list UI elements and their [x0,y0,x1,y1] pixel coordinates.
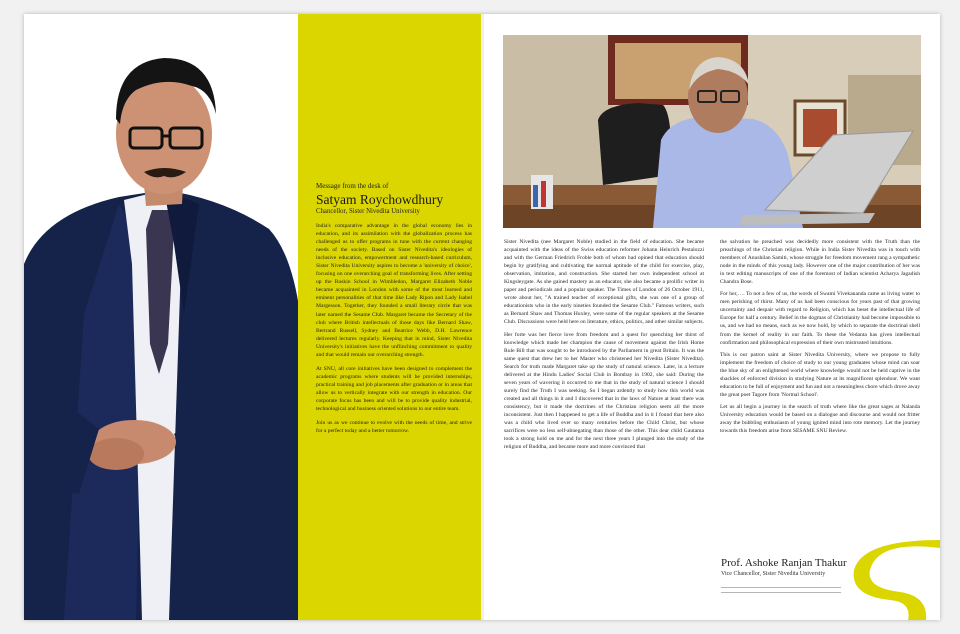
article-paragraph: Sister Nivedita (nee Margaret Noble) studied in the field of education. She became acquainted with the ideas of the Swiss education reformer Johann Heinrich Pestalozzi and with the German Friedrich Froble both of whom had opined that education should begin by gratifying and cultivating the normal aptitude of the child for exercise, play, observation, imitation, and construction. She started her own independent school at Kingsleygate. As she gained mastery as an educator, she also became a prolific writer in paper and periodicals and a popular speaker. The Times of London of 26 October 1911, wrote about her, "A trained teacher of exceptional gifts, she was one of a group of educationists who in the early nineties founded the Sesame Club." Famous writers, such as Bernard Shaw and Thomas Huxley, were some of the regular speakers at the Sesame Club. Discussions were held here on literature, ethics, politics, and other similar subjects. [504,239,704,326]
signature-role: Vice Chancellor, Sister Nivedita University [721,571,826,577]
message-paragraph: India's comparative advantage in the global economy lies in education, and its assimilation with the globalization process has challenged us to offer programs in tune with the current changing needs of the society. Based on Sister Nivedita's ideologies of inclusive education, empowerment and research-based curriculum, Sister Nivedita University aspires to become a 'university of choice', focusing on one overarching goal of transforming lives. After setting up the Ruskin School in Wimbledon, Margaret Elizabeth Noble became acquainted in London with some of the most learned and eminent personalities of that time like Lady Ripon and Lady Isabel Margesson. Together, they founded a small literary circle that was later named the Sesame Club. Margaret became the Secretary of the club where British intellectuals of those days like Bernard Shaw, Bertrand Russell, Sydney and Beatrice Webb, D.H. Lawrence delivered lectures regularly. Keeping that in mind, Sister Nivedita University's initiatives have the unflinching commitment to quality and that would remain our overarching strength. [316,223,472,358]
signature-name: Prof. Ashoke Ranjan Thakur [721,557,847,569]
signature-divider [721,587,841,588]
page-gutter [481,14,484,620]
brand-swoosh-graphic [838,540,940,620]
article-paragraph: This is our patron saint at Sister Nivedita University, where we propose to fully implement the freedom of choice of study to our young graduates whose mind can soar the blue sky of an enlightened world where knowledge would not be held captive in the shackles of enforced division in studying Nature at its magnificent splendour. We want education to be full of enjoyment and fun and not a meaningless chore which drove away the great poet Tagore from 'Normal School'. [720,351,920,398]
message-from-line: Message from the desk of [316,182,389,190]
chancellor-message-panel [298,14,481,620]
brochure-spread [24,14,940,620]
article-paragraph: Let us all begin a journey in the search of truth where like the great sages at Nalanda University education would be based on a dialogue and discourse and would not fritter away the bubbling enthusiasm of young ignited mind into rote memory. Let the journey towards this freedom arise from SESAME SNU Review. [720,403,920,435]
vice-chancellor-photo [503,35,921,228]
signature-divider [721,592,841,593]
chancellor-name: Satyam Roychowdhury [316,192,444,207]
message-paragraph: Join us as we continue to evolve with the needs of time, and strive for a perfect today and a better tomorrow. [316,420,472,435]
article-paragraph: the salvation he preached was decidedly more consistent with the Truth than the preachings of the Christian religion. While in India Sister Nivedita was in touch with members of Anushilan Samiti, whose struggle for freedom movement rang a sympathetic node in the minds of this young lady. However one of the major contribution of her was in text editing manuscripts of one of the foremost of Indian scientist Acharya Jagadish Chandra Bose. [720,239,920,286]
article-paragraph: For her,…. To not a few of us, the words of Swami Vivekananda came as living water to men perishing of thirst. Many of us had been conscious for years past of that growing uncertainty and despair with regard to Religion, which has beset the intellectual life of Europe for half a century. Belief in the dogmas of Christianity had become impossible to us, and we had no means, such as we now hold, by which to separate the doctrinal shell from the kernel of reality in our faith. To these the Vedanta has given intellectual confirmation and philosophical expression of their own mistrusted intuitions. [720,291,920,346]
message-paragraph: At SNU, all core initiatives have been designed to complement the academic programs where students will be provided internships, practical training and job placements after graduation or in areas that allow us to vertically integrate with our strength in education. Our corporate focus has been and will be to provide quality industrial, technological and business oriented solutions to our entire team. [316,365,472,413]
article-column-2 [720,238,920,439]
chancellor-role: Chancellor, Sister Nivedita University [316,208,420,215]
article-column-1 [504,238,704,455]
chancellor-portrait [24,14,300,620]
article-paragraph: Her forte was her fierce love from freedom and a quest for quenching her thirst of knowledge which made her champion the cause of movement against the Irish Home Rule Bill that was sought to be introduced by the Parliament in great Britain. It was the same quest that drew her to her Master who christened her Nivedita (Sister Nivedita). Search for truth made Margaret take up the study of natural science. Later, in a lecture delivered at the Hindu Ladies' Social Club in Bombay in 1902, she said: During the seven years of wavering it occurred to me that in the study of natural science I should surely find the Truth I was seeking. So I began ardently to study how this world was created and all things in it and I discovered that in the laws of Nature at least there was consistency, but it made the doctrines of the Christian religion seem all the more inconsistent. Just then I happened to get a life of Buddha and in it I found that here also was a child who lived ever so many centuries before the Child Christ, but whose sacrifices were no less self-abnegating than those of the other. This dear child Gautama took a strong hold on me and for the next three years I plunged into the study of the religion of Buddha, and became more and more convinced that [504,331,704,451]
